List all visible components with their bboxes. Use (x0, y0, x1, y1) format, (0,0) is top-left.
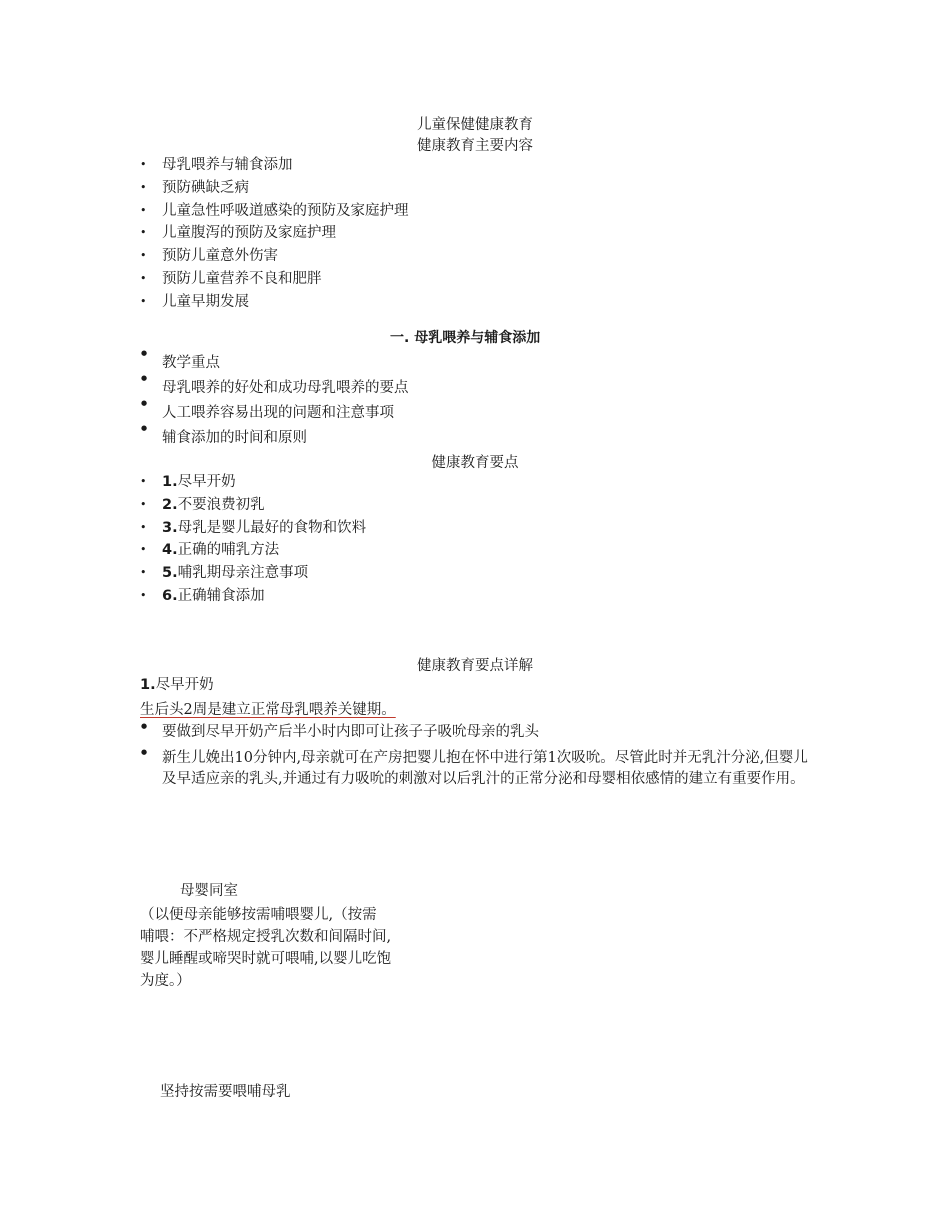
detail-heading (140, 673, 214, 694)
list-item: • 母乳喂养与辅食添加 (140, 154, 409, 177)
key-points-title: 健康教育要点 (431, 455, 519, 471)
key-points-list (140, 471, 366, 608)
list-item: • 预防儿童营养不良和肥胖 (140, 268, 409, 291)
list-item: ● 辅食添加的时间和原则 (140, 426, 409, 451)
item-number: 1. (162, 474, 178, 490)
item-number: 4. (162, 542, 178, 559)
heading-text: 尽早开奶 (155, 677, 214, 693)
detail-title: 健康教育要点详解 (417, 658, 533, 674)
doc-title: 儿童保健健康教育 (417, 117, 533, 133)
list-item: • 预防碘缺乏病 (140, 177, 409, 200)
rooming-in-heading: 母婴同室 (180, 883, 238, 899)
list-item: ● 母乳喂养的好处和成功母乳喂养的要点 (140, 376, 409, 401)
item-number: 3. (162, 519, 178, 536)
detail-bullet: ● 新生儿娩出10分钟内,母亲就可在产房把婴儿抱在怀中进行第1次吸吮。尽管此时并无乳汁分泌,但婴儿及早适应亲的乳头,并通过有力吸吮的刺激对以后乳汁的正常分泌和母婴相依感情的建立有重要作用。 (140, 748, 822, 790)
item-text: 正确的哺乳方法 (177, 542, 280, 559)
list-item (140, 539, 366, 562)
rooming-in-description: （以便母亲能够按需哺喂婴儿,（按需 哺喂：不严格规定授乳次数和间隔时间, 婴儿睡醒或啼哭时就可喂哺,以婴儿吃饱 为度。） (140, 907, 392, 989)
focus-list (140, 351, 409, 451)
list-item: ● 人工喂养容易出现的问题和注意事项 (140, 401, 409, 426)
on-demand-heading: 坚持按需要喂哺母乳 (160, 1084, 291, 1100)
detail-bullet: ● 要做到尽早开奶产后半小时内即可让孩子子吸吮母亲的乳头 (140, 722, 822, 743)
contents-list (140, 154, 409, 314)
list-item (140, 494, 366, 517)
key-period-note: 生后头2周是建立正常母乳喂养关键期。 (140, 702, 396, 718)
item-text: 哺乳期母亲注意事项 (177, 565, 309, 582)
heading-number: 1. (140, 677, 156, 693)
item-number: 6. (162, 587, 178, 604)
item-number: 5. (162, 565, 178, 582)
item-text: 不要浪费初乳 (177, 496, 265, 513)
item-number: 2. (162, 496, 178, 513)
list-item (140, 585, 366, 608)
list-item (140, 562, 366, 585)
list-item (140, 517, 366, 540)
list-item: • 儿童早期发展 (140, 291, 409, 314)
list-item: • 儿童腹泻的预防及家庭护理 (140, 222, 409, 245)
item-text: 正确辅食添加 (177, 587, 265, 604)
list-item: • 儿童急性呼吸道感染的预防及家庭护理 (140, 200, 409, 223)
item-text: 尽早开奶 (177, 474, 236, 490)
item-text: 母乳是婴儿最好的食物和饮料 (177, 519, 367, 536)
list-item: ● 教学重点 (140, 351, 409, 376)
list-item: • 预防儿童意外伤害 (140, 245, 409, 268)
doc-subtitle: 健康教育主要内容 (417, 138, 533, 154)
list-item (140, 471, 366, 494)
section-title: 一. 母乳喂养与辅食添加 (390, 330, 541, 346)
